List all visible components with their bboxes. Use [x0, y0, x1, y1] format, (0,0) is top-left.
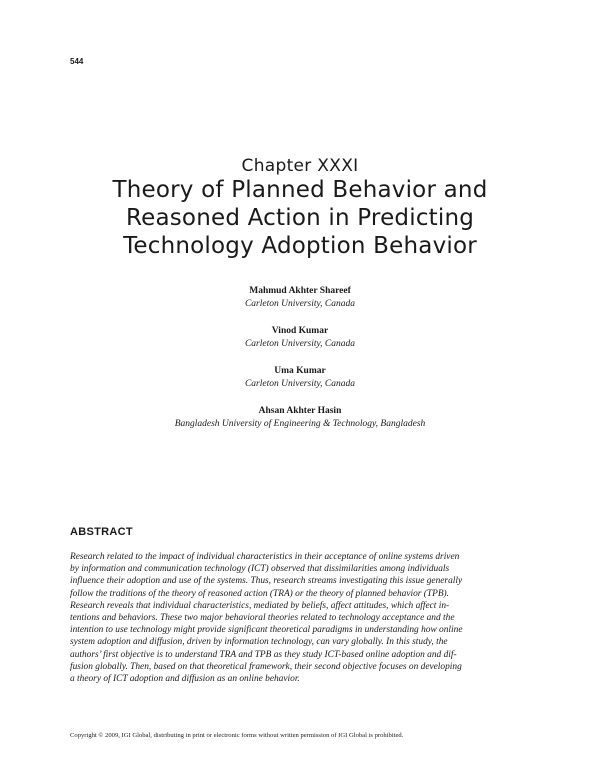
title-line: Technology Adoption Behavior [123, 233, 477, 259]
author-block [0, 405, 600, 431]
author-affiliation: Carleton University, Canada [244, 379, 356, 389]
copyright-notice: Copyright © 2009, IGI Global, distributing in print or electronic forms without written permission of IGI Global is prohibited. [70, 732, 404, 739]
abstract-line: a theory of ICT adoption and diffusion as an online behavior. [70, 674, 300, 685]
author-affiliation: Bangladesh University of Engineering & Technology, Bangladesh [174, 419, 426, 429]
chapter-label: Chapter XXXI [241, 156, 359, 176]
author-affiliation: Carleton University, Canada [244, 299, 356, 309]
abstract-line: Research related to the impact of individual characteristics in their acceptance of online systems driven [70, 552, 460, 562]
abstract-line: tentions and behaviors. These two major behavioral theories related to technology acceptance and the [70, 613, 455, 624]
title-line: Theory of Planned Behavior and [112, 177, 488, 203]
author-name: Mahmud Akhter Shareef [249, 286, 351, 296]
abstract-line: intention to use technology might provide significant theoretical paradigms in understanding how online [70, 625, 463, 636]
author-block [0, 365, 600, 391]
author-name: Ahsan Akhter Hasin [258, 406, 342, 416]
title-line: Reasoned Action in Predicting [125, 205, 475, 231]
abstract-line: Research reveals that individual characteristics, mediated by beliefs, affect attitudes, which affect in- [70, 600, 450, 611]
author-block [0, 285, 600, 311]
page-number: 544 [70, 57, 84, 66]
abstract-line: follow the traditions of the theory of reasoned action (TRA) or the theory of planned behavior (TPB). [70, 588, 450, 599]
author-block [0, 325, 600, 351]
abstract-line: fusion globally. Then, based on that theoretical framework, their second objective focuses on developing [70, 661, 462, 672]
author-name: Uma Kumar [274, 366, 326, 376]
author-affiliation: Carleton University, Canada [244, 339, 356, 349]
abstract-line: system adoption and diffusion, driven by information technology, can vary globally. In this study, the [70, 637, 448, 648]
abstract-line: authors’ first objective is to understand TRA and TPB as they study ICT-based online adoption and dif- [70, 649, 457, 660]
abstract-heading: ABSTRACT [70, 526, 133, 538]
abstract-body [70, 551, 530, 685]
author-name: Vinod Kumar [271, 326, 329, 336]
chapter-title [0, 176, 600, 260]
abstract-line: by information and communication technology (ICT) observed that dissimilarities among individuals [70, 564, 450, 575]
abstract-line: influence their adoption and use of the systems. Thus, research streams investigating this issue generally [70, 576, 463, 587]
